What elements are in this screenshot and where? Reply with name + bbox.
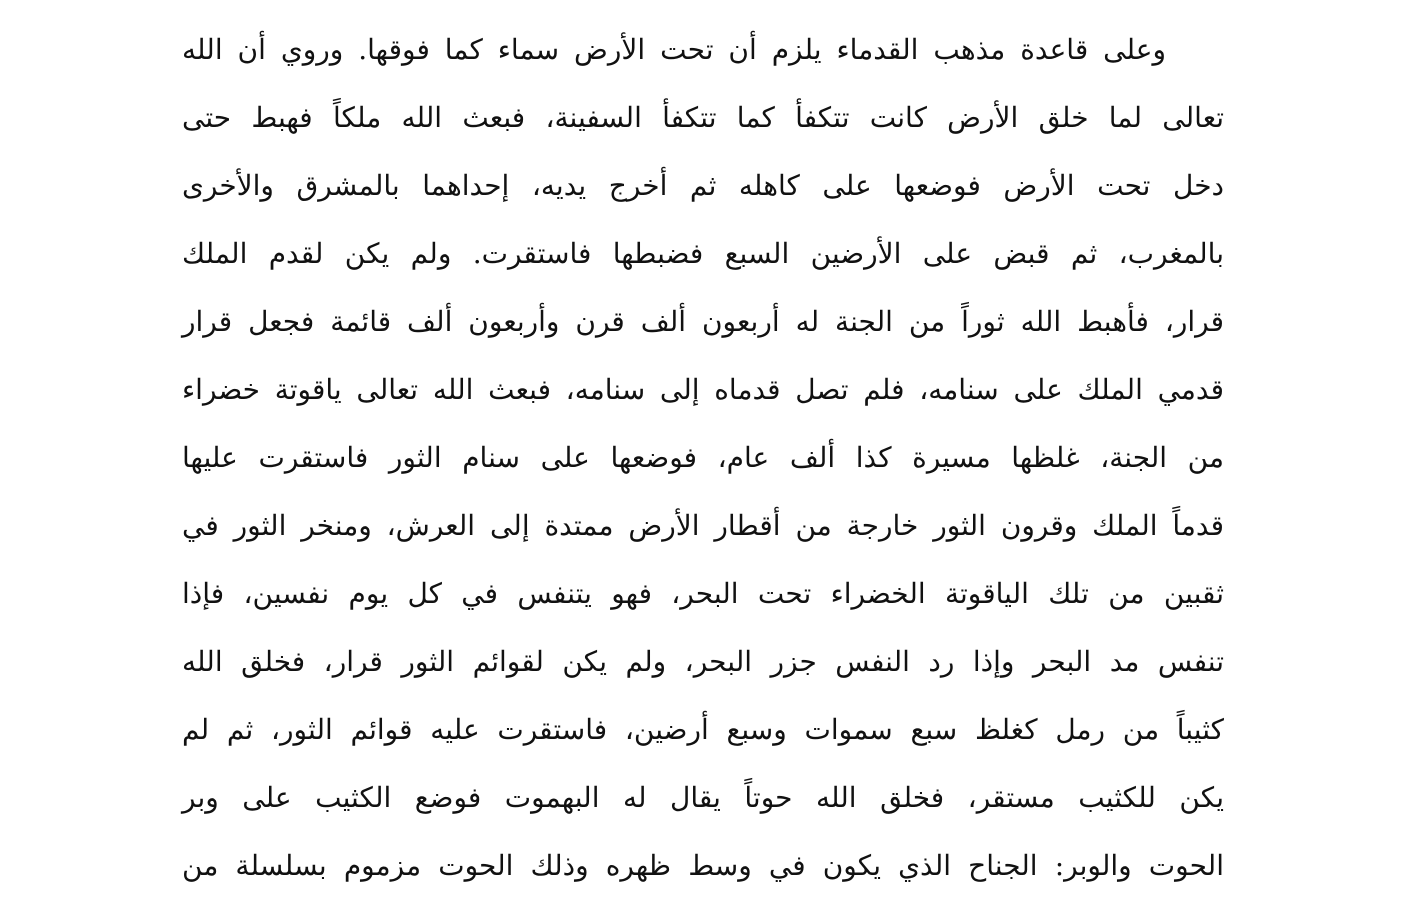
text-line-8: قدماً الملك وقرون الثور خارجة من أقطار الأرض ممتدة إلى العرش، ومنخر الثور في bbox=[182, 509, 1224, 542]
text-line-12: يكن للكثيب مستقر، فخلق الله حوتاً يقال له البهموت فوضع الكثيب على وبر bbox=[182, 781, 1224, 814]
text-line-6: قدمي الملك على سنامه، فلم تصل قدماه إلى سنامه، فبعث الله تعالى ياقوتة خضراء bbox=[182, 373, 1224, 406]
text-line-3: دخل تحت الأرض فوضعها على كاهله ثم أخرج يديه، إحداهما بالمشرق والأخرى bbox=[182, 169, 1224, 202]
text-line-13: الحوت والوبر: الجناح الذي يكون في وسط ظهره وذلك الحوت مزموم بسلسلة من bbox=[182, 849, 1224, 882]
text-line-1: وعلى قاعدة مذهب القدماء يلزم أن تحت الأرض سماء كما فوقها. وروي أن الله bbox=[182, 33, 1166, 66]
text-line-9: ثقبين من تلك الياقوتة الخضراء تحت البحر، فهو يتنفس في كل يوم نفسين، فإذا bbox=[182, 577, 1224, 610]
text-line-2: تعالى لما خلق الأرض كانت تتكفأ كما تتكفأ السفينة، فبعث الله ملكاً فهبط حتى bbox=[182, 101, 1224, 134]
document-page bbox=[182, 16, 1224, 900]
text-line-4: بالمغرب، ثم قبض على الأرضين السبع فضبطها فاستقرت. ولم يكن لقدم الملك bbox=[182, 237, 1224, 270]
text-line-11: كثيباً من رمل كغلظ سبع سموات وسبع أرضين، فاستقرت عليه قوائم الثور، ثم لم bbox=[182, 713, 1224, 746]
text-line-10: تنفس مد البحر وإذا رد النفس جزر البحر، ولم يكن لقوائم الثور قرار، فخلق الله bbox=[182, 645, 1224, 678]
text-line-7: من الجنة، غلظها مسيرة كذا ألف عام، فوضعها على سنام الثور فاستقرت عليها bbox=[182, 441, 1224, 474]
text-line-5: قرار، فأهبط الله ثوراً من الجنة له أربعون ألف قرن وأربعون ألف قائمة فجعل قرار bbox=[182, 305, 1224, 338]
